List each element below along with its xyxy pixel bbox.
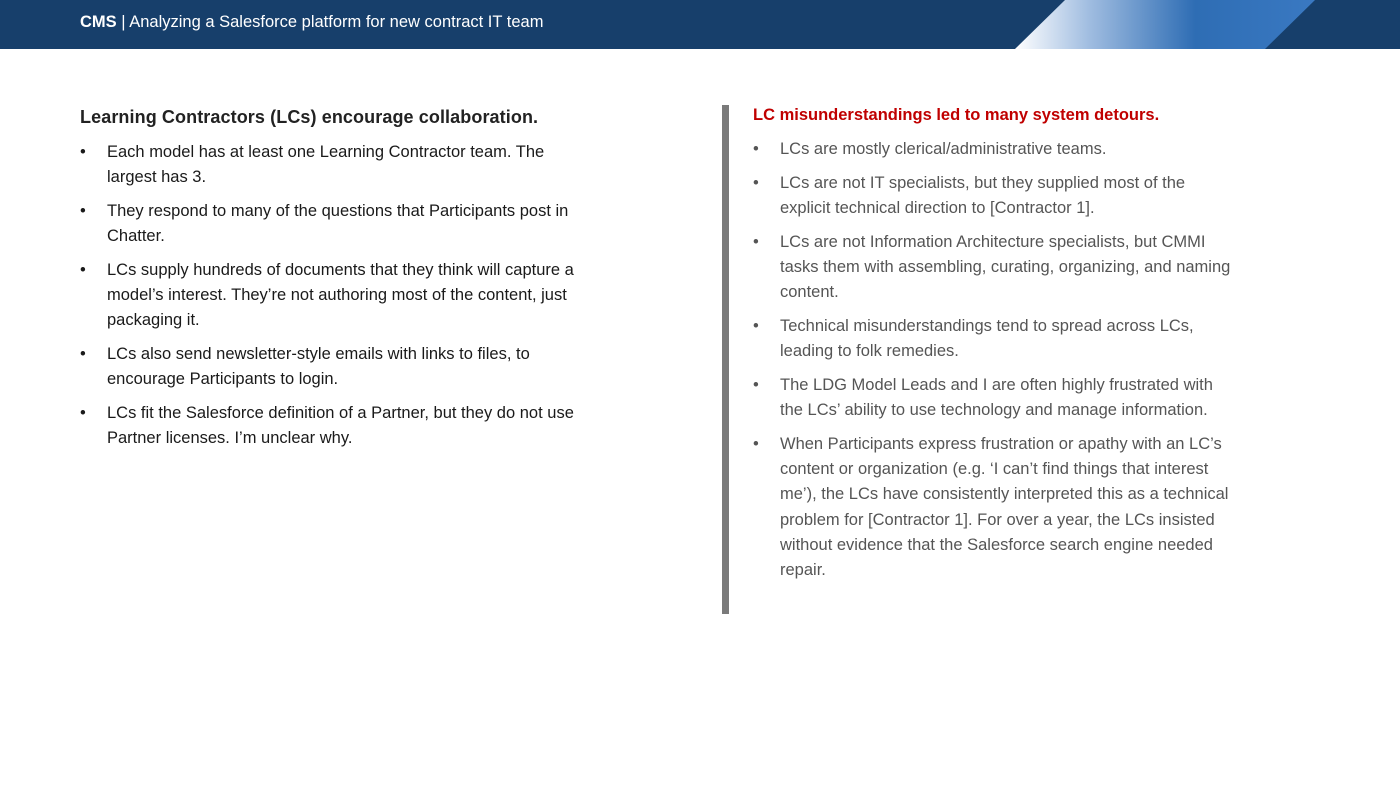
bullet-dot: • (80, 261, 86, 279)
presentation-title: Analyzing a Salesforce platform for new contract IT team (129, 13, 544, 31)
list-item (80, 140, 580, 190)
list-item (753, 314, 1233, 364)
title-separator: | (116, 13, 130, 31)
left-column (80, 104, 580, 460)
list-item-text: LCs also send newsletter-style emails with links to files, to encourage Participants to login. (107, 345, 530, 389)
list-item (753, 137, 1233, 162)
list-item (80, 199, 580, 249)
right-column (753, 103, 1233, 592)
right-bullet-list (753, 137, 1233, 583)
bullet-dot: • (80, 404, 86, 423)
list-item (753, 432, 1233, 583)
bullet-dot: • (753, 317, 759, 335)
list-item (80, 401, 580, 451)
left-bullet-list (80, 140, 580, 452)
bullet-dot: • (753, 376, 759, 394)
header-title (80, 13, 543, 32)
bullet-dot: • (80, 202, 86, 220)
list-item (753, 230, 1233, 306)
list-item-text: LCs are not Information Architecture specialists, but CMMI tasks them with assembling, curating, organizing, and naming content. (780, 232, 1231, 302)
list-item-text: Each model has at least one Learning Contractor team. The largest has 3. (107, 143, 545, 187)
bullet-dot: • (753, 140, 759, 158)
list-item-text: Technical misunderstandings tend to spread across LCs, leading to folk remedies. (780, 317, 1194, 361)
list-item (753, 171, 1233, 221)
bullet-dot: • (753, 232, 759, 251)
list-item-text: LCs supply hundreds of documents that they think will capture a model’s interest. They’re not authoring most of the content, just packaging it. (107, 261, 574, 330)
list-item-text: LCs are mostly clerical/administrative teams. (780, 140, 1107, 158)
header-bar (0, 0, 1400, 49)
list-item-text: LCs fit the Salesforce definition of a Partner, but they do not use Partner licenses. I’m unclear why. (107, 404, 574, 448)
list-item-text: The LDG Model Leads and I are often highly frustrated with the LCs’ ability to use technology and manage information. (780, 376, 1213, 420)
list-item (80, 258, 580, 334)
header-gradient-decoration (1015, 0, 1315, 49)
bullet-dot: • (753, 435, 759, 453)
left-heading: Learning Contractors (LCs) encourage collaboration. (80, 107, 539, 127)
column-divider (722, 105, 729, 614)
list-item-text: When Participants express frustration or apathy with an LC’s content or organization (e.g. ‘I can’t find things that interest me’), the LCs have consistently interpreted this as a technical problem for [Contractor 1]. For over a year, the LCs insisted without evidence that the Salesforce search engine needed repair. (780, 435, 1229, 580)
bullet-dot: • (80, 345, 86, 364)
list-item-text: They respond to many of the questions that Participants post in Chatter. (107, 202, 569, 246)
list-item (80, 342, 580, 392)
list-item (753, 373, 1233, 423)
list-item-text: LCs are not IT specialists, but they supplied most of the explicit technical direction to [Contractor 1]. (780, 173, 1186, 217)
bullet-dot: • (80, 143, 86, 161)
right-heading: LC misunderstandings led to many system detours. (753, 106, 1160, 124)
bullet-dot: • (753, 173, 759, 192)
org-name: CMS (80, 13, 117, 31)
